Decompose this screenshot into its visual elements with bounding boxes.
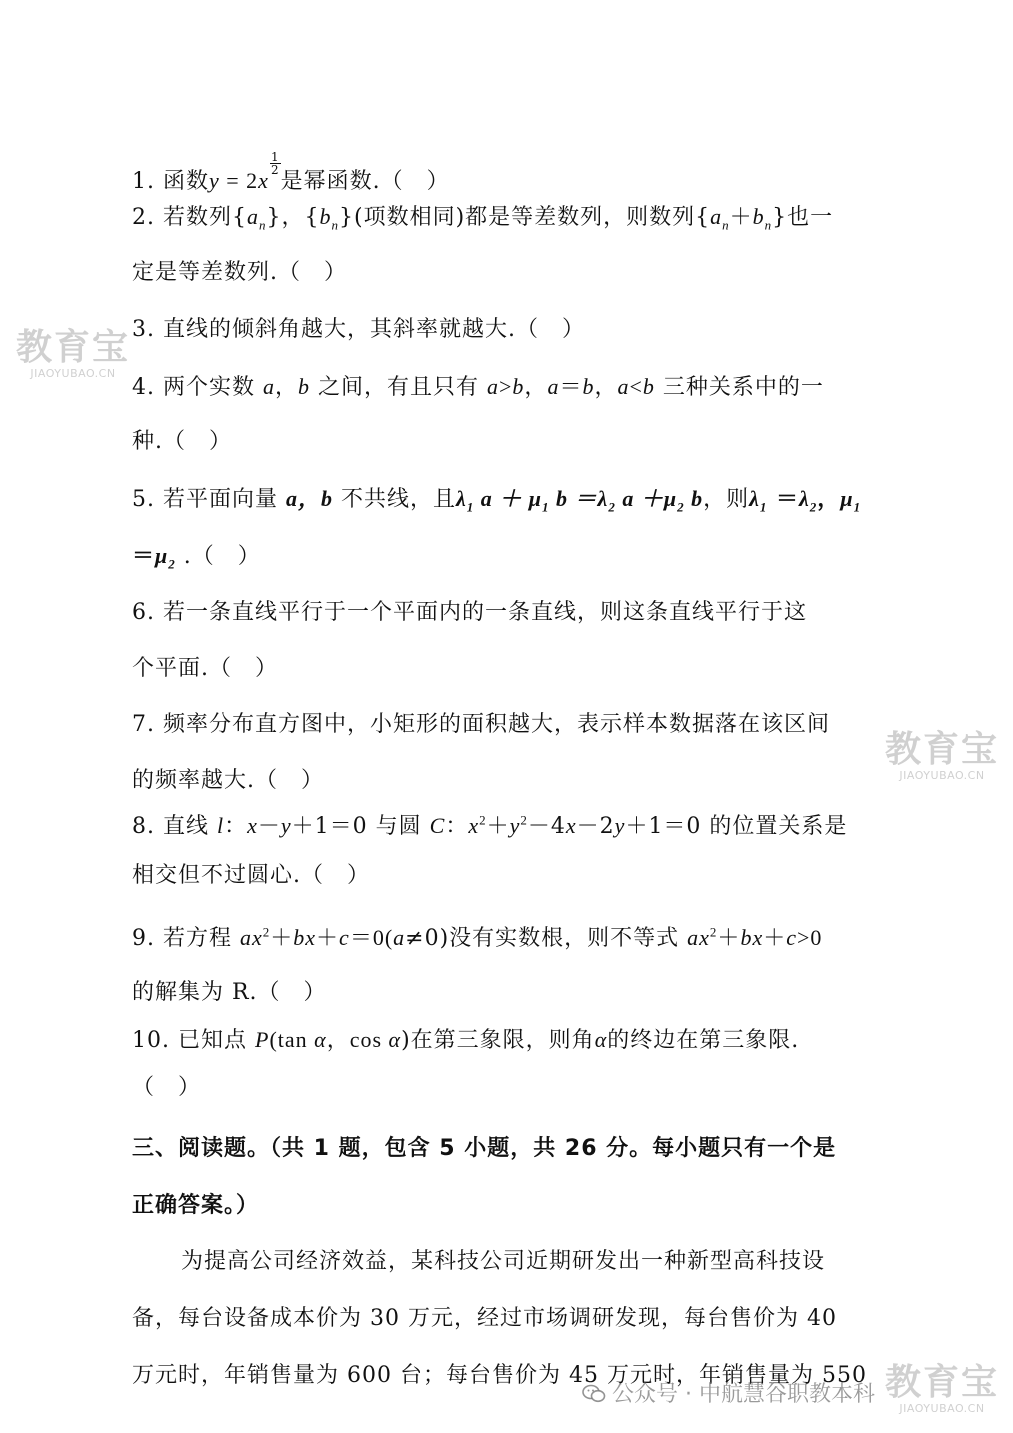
q5-mu: μ <box>155 543 169 568</box>
question-4-line-1 <box>132 372 824 403</box>
q5-mu: μ <box>663 486 678 511</box>
q5-sub: 2 <box>608 499 616 515</box>
q5-sub: 2 <box>168 556 176 572</box>
question-5-line-2 <box>132 541 261 572</box>
q1-exp-den: 2 <box>270 163 280 177</box>
q4-var: a <box>487 374 499 399</box>
q1-eq: = 2 <box>219 168 259 193</box>
q10-fn: (tan <box>269 1027 315 1052</box>
question-8-line-1 <box>132 811 847 842</box>
q10-alpha: α <box>388 1027 402 1052</box>
q5-vec: b ＝ <box>549 486 598 511</box>
q1-tail: 是幂函数.（ ） <box>280 169 450 194</box>
q10-alpha: α <box>314 1027 327 1052</box>
q5-sub: 1 <box>853 499 862 515</box>
wechat-icon <box>582 1384 606 1404</box>
q9-t: 9. 若方程 <box>132 926 240 951</box>
q4-var: b <box>582 374 595 399</box>
section-3-paragraph-line-1: 为提高公司经济效益，某科技公司近期研发出一种新型高科技设 <box>181 1249 826 1274</box>
q5-t: ， <box>817 486 841 512</box>
q2-n: n <box>764 217 773 233</box>
q4-t: ， <box>274 375 298 400</box>
q10-t: 10. 已知点 <box>132 1028 255 1053</box>
q9-var: c <box>786 925 797 950</box>
q9-op: ＋ <box>717 926 741 951</box>
q8-t: ： <box>445 814 469 839</box>
q10-t: 的终边在第三象限. <box>607 1028 800 1053</box>
q5-lambda: λ <box>799 486 810 511</box>
q4-t: 4. 两个实数 <box>132 375 263 400</box>
question-2-line-1 <box>132 202 833 233</box>
question-8-line-2: 相交但不过圆心.（ ） <box>132 863 370 888</box>
q1-exp-num: 1 <box>270 150 280 164</box>
q8-var: l <box>216 813 225 838</box>
q1-var-y: y <box>208 168 220 193</box>
q2-plus: ＋ <box>729 205 753 230</box>
q4-op: < <box>629 374 643 399</box>
q5-lambda: λ <box>456 486 467 511</box>
watermark-domain: JIAOYUBAO.CN <box>899 769 985 782</box>
q9-t: ＝0( <box>349 925 394 950</box>
q5-sub: 2 <box>677 499 685 515</box>
watermark-brand: 教育宝 <box>885 1362 1000 1403</box>
q9-op: ＋ <box>763 926 787 951</box>
q9-var: bx <box>293 925 317 950</box>
q5-sub: 1 <box>542 499 550 515</box>
q2-n: n <box>722 217 730 233</box>
q5-vec: a ＋ <box>474 486 529 511</box>
q5-vec: a，b <box>285 486 333 511</box>
q10-alpha: α <box>594 1027 608 1052</box>
q5-t: 5. 若平面向量 <box>132 487 286 512</box>
q4-var: a <box>617 374 630 399</box>
q8-var: x <box>565 813 577 838</box>
q2-t: }，{ <box>266 205 320 230</box>
q4-var: b <box>298 374 310 399</box>
watermark-left <box>16 328 130 380</box>
q5-sub: 2 <box>809 499 818 515</box>
q10-t: )在第三象限，则角 <box>401 1028 595 1053</box>
q1-exponent <box>270 151 281 176</box>
q5-eq: ＝ <box>132 543 156 569</box>
q5-sub: 1 <box>759 499 768 515</box>
question-6-line-1: 6. 若一条直线平行于一个平面内的一条直线，则这条直线平行于这 <box>132 600 807 625</box>
q5-mu: μ <box>840 486 854 511</box>
q8-var: y <box>509 813 521 838</box>
q8-op: ＋ <box>486 814 510 839</box>
q5-lambda: λ <box>749 486 760 511</box>
q5-vec: b <box>684 486 704 511</box>
q4-t: 三种关系中的一 <box>654 375 824 400</box>
q8-var: C <box>429 813 446 838</box>
q4-t: ， <box>524 375 548 400</box>
q2-a: a <box>246 204 259 229</box>
question-6-line-2: 个平面.（ ） <box>132 656 278 681</box>
question-1 <box>132 151 450 197</box>
section-3-heading-line-1: 三、阅读题。（共 1 题，包含 5 小题，共 26 分。每小题只有一个是 <box>132 1136 837 1161</box>
watermark-domain: JIAOYUBAO.CN <box>30 367 116 380</box>
q9-var: c <box>339 925 350 950</box>
q8-var: y <box>280 813 292 838</box>
q5-vec: a ＋ <box>615 486 664 511</box>
q2-n: n <box>258 217 267 233</box>
section-3-heading-line-2: 正确答案。） <box>132 1193 260 1218</box>
q9-var: ax <box>687 925 710 950</box>
q2-t: }也一 <box>772 205 834 230</box>
watermark-brand: 教育宝 <box>16 327 131 368</box>
q9-t: >0 <box>796 925 823 950</box>
q5-lambda: λ <box>597 486 609 511</box>
footer-text: 公众号 · 中航慧谷职教本科 <box>612 1382 875 1407</box>
question-10-line-1 <box>132 1025 799 1056</box>
q2-n: n <box>331 217 339 233</box>
watermark-right <box>885 730 999 782</box>
q8-op: － <box>257 814 281 839</box>
section-3-paragraph-line-2: 备，每台设备成本价为 30 万元，经过市场调研发现，每台售价为 40 <box>132 1306 837 1331</box>
q4-var: a <box>547 374 560 399</box>
q2-t: }(项数相同)都是等差数列，则数列{ <box>338 205 711 230</box>
q4-op: > <box>499 374 513 399</box>
q4-var: b <box>512 374 525 399</box>
q8-var: x <box>247 813 258 838</box>
q9-var: ax <box>239 925 263 950</box>
question-9-line-1 <box>132 923 822 954</box>
q5-t: .（ ） <box>175 544 261 569</box>
q8-t: ： <box>224 814 248 839</box>
q4-var: a <box>262 374 275 399</box>
question-2-line-2: 定是等差数列.（ ） <box>132 260 347 285</box>
question-9-line-2: 的解集为 R.（ ） <box>132 980 327 1005</box>
q1-var-x: x <box>258 168 269 193</box>
q2-b: b <box>752 204 765 229</box>
watermark-brand: 教育宝 <box>885 729 1000 770</box>
q2-b: b <box>319 204 332 229</box>
watermark-bottom-right <box>885 1363 999 1415</box>
q8-sup: 2 <box>520 812 528 828</box>
watermark-domain: JIAOYUBAO.CN <box>899 1402 985 1415</box>
q8-sup: 2 <box>479 812 487 828</box>
q2-t: 2. 若数列{ <box>132 205 247 230</box>
q5-sub: 1 <box>466 499 475 515</box>
q9-t: ≠0)没有实数根，则不等式 <box>405 926 688 951</box>
q10-fn: ，cos <box>326 1027 389 1052</box>
question-7-line-2: 的频率越大.（ ） <box>132 768 324 793</box>
q8-t: 8. 直线 <box>132 814 217 839</box>
q5-eq: ＝ <box>767 486 800 512</box>
question-10-line-2: （ ） <box>132 1075 202 1100</box>
q8-t: ＋1＝0 的位置关系是 <box>625 814 848 839</box>
q8-t: ＋1＝0 与圆 <box>291 814 430 839</box>
q9-sup: 2 <box>709 924 718 940</box>
q5-t: 不共线，且 <box>333 487 456 512</box>
q9-var: a <box>393 925 406 950</box>
wechat-account-footer <box>582 1377 875 1408</box>
q8-op: －4 <box>527 814 566 839</box>
q9-op: ＋ <box>270 926 294 951</box>
question-3: 3. 直线的倾斜角越大，其斜率就越大.（ ） <box>132 317 585 342</box>
section-3-paragraph-line-3: 万元时，年销售量为 600 台；每台售价为 45 万元时，年销售量为 550 <box>132 1363 867 1388</box>
q1-text: 1. 函数 <box>132 169 209 194</box>
q8-var: y <box>614 813 626 838</box>
q5-t: ，则 <box>703 487 750 512</box>
q4-t: ， <box>594 375 618 400</box>
q10-var: P <box>254 1027 270 1052</box>
question-7-line-1: 7. 频率分布直方图中，小矩形的面积越大，表示样本数据落在该区间 <box>132 712 830 737</box>
q4-op: ＝ <box>559 375 583 400</box>
q8-var: x <box>468 813 480 838</box>
q9-sup: 2 <box>262 924 271 940</box>
question-4-line-2: 种.（ ） <box>132 429 232 454</box>
q5-mu: μ <box>528 486 543 511</box>
q4-t: 之间，有且只有 <box>310 375 487 400</box>
q9-var: bx <box>740 925 764 950</box>
q8-op: －2 <box>576 814 615 839</box>
question-5-line-1 <box>132 484 861 515</box>
q4-var: b <box>642 374 655 399</box>
q9-op: ＋ <box>316 926 340 951</box>
q2-a: a <box>710 204 723 229</box>
